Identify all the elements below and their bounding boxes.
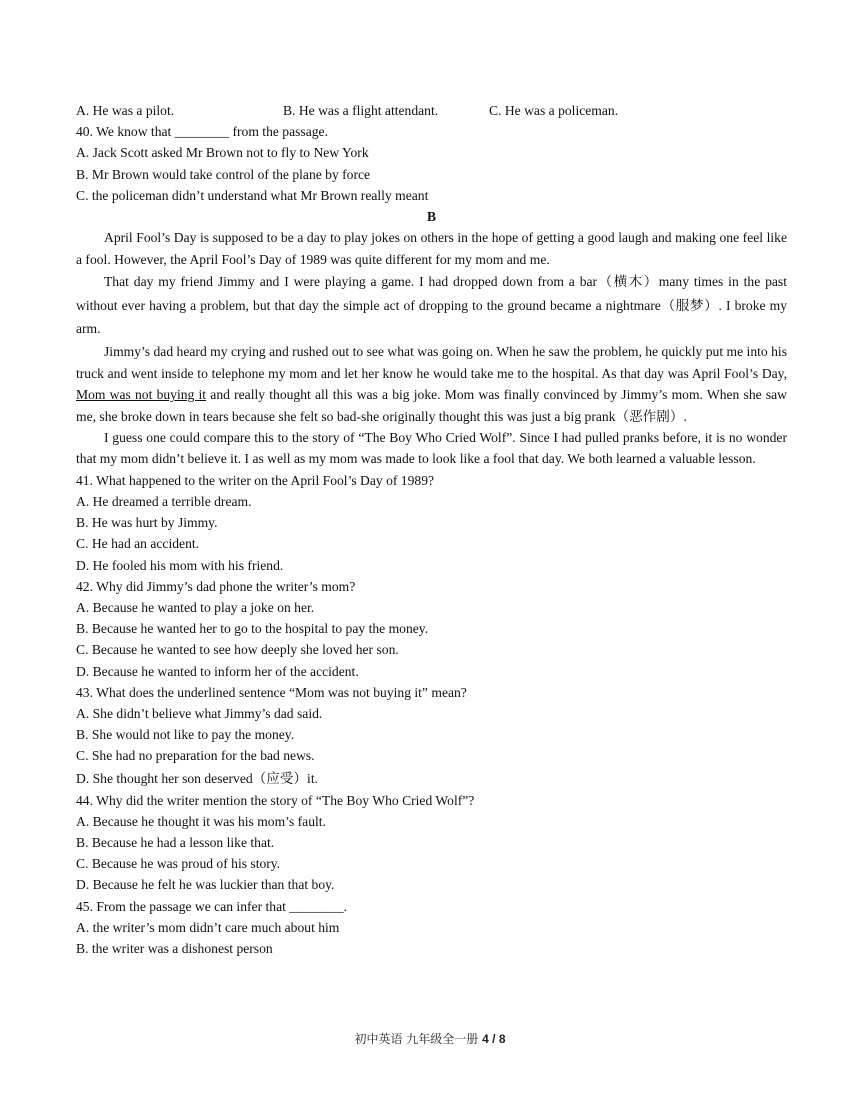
q41-option-b: B. He was hurt by Jimmy. bbox=[76, 515, 218, 531]
q45-option-a: A. the writer’s mom didn’t care much about him bbox=[76, 919, 340, 935]
q41-stem: 41. What happened to the writer on the April Fool’s Day of 1989? bbox=[76, 472, 435, 488]
q42-option-a: A. Because he wanted to play a joke on her. bbox=[76, 599, 315, 615]
q43-option-b: B. She would not like to pay the money. bbox=[76, 727, 295, 743]
q43-option-a: A. She didn’t believe what Jimmy’s dad said. bbox=[76, 705, 323, 721]
q42-option-d: D. Because he wanted to inform her of the accident. bbox=[76, 663, 359, 679]
q44-option-b: B. Because he had a lesson like that. bbox=[76, 834, 275, 850]
passage-paragraph-4: I guess one could compare this to the story of “The Boy Who Cried Wolf”. Since I had pulled pranks before, it is no wonder that my mom didn’t believe it. I as well as my mom was made to look like a fool that day. We both learned a valuable lesson. bbox=[76, 430, 787, 467]
q40-option-a: A. Jack Scott asked Mr Brown not to fly to New York bbox=[76, 145, 369, 161]
q44-option-a: A. Because he thought it was his mom’s fault. bbox=[76, 813, 326, 829]
q40-stem: 40. We know that ________ from the passage. bbox=[76, 124, 328, 140]
q44-option-c: C. Because he was proud of his story. bbox=[76, 856, 281, 872]
q44-option-d: D. Because he felt he was luckier than that boy. bbox=[76, 877, 335, 893]
page-number: 4 / 8 bbox=[482, 1032, 506, 1046]
section-title: B bbox=[426, 209, 437, 225]
q39-option-a: A. He was a pilot. bbox=[76, 103, 175, 118]
q45-stem: 45. From the passage we can infer that ________. bbox=[76, 898, 348, 914]
q39-option-b: B. He was a flight attendant. bbox=[283, 103, 439, 118]
passage-paragraph-1: April Fool’s Day is supposed to be a day to play jokes on others in the hope of getting a good laugh and making one feel like a fool. However, the April Fool’s Day of 1989 was quite different for my mom and me. bbox=[76, 230, 787, 267]
q44-stem: 44. Why did the writer mention the story of “The Boy Who Cried Wolf”? bbox=[76, 792, 475, 808]
q43-stem: 43. What does the underlined sentence “Mom was not buying it” mean? bbox=[76, 684, 467, 700]
passage-paragraph-3 bbox=[76, 341, 787, 427]
q43-option-d: D. She thought her son deserved（应受）it. bbox=[76, 770, 319, 786]
q45-option-b: B. the writer was a dishonest person bbox=[76, 940, 273, 956]
q42-stem: 42. Why did Jimmy’s dad phone the writer’s mom? bbox=[76, 578, 356, 594]
q42-option-c: C. Because he wanted to see how deeply she loved her son. bbox=[76, 642, 399, 658]
q40-option-b: B. Mr Brown would take control of the plane by force bbox=[76, 166, 371, 182]
worksheet-page bbox=[76, 100, 787, 959]
page-footer bbox=[0, 1030, 860, 1047]
q41-option-d: D. He fooled his mom with his friend. bbox=[76, 557, 284, 573]
q40-option-c: C. the policeman didn’t understand what Mr Brown really meant bbox=[76, 187, 429, 203]
footer-text: 初中英语 九年级全一册 bbox=[354, 1032, 479, 1046]
q42-option-b: B. Because he wanted her to go to the hospital to pay the money. bbox=[76, 621, 429, 637]
q39-options bbox=[76, 100, 787, 121]
q43-option-c: C. She had no preparation for the bad news. bbox=[76, 748, 315, 764]
q41-option-c: C. He had an accident. bbox=[76, 536, 200, 552]
q39-option-c: C. He was a policeman. bbox=[489, 103, 619, 118]
underlined-sentence: Mom was not buying it bbox=[76, 387, 207, 403]
q41-option-a: A. He dreamed a terrible dream. bbox=[76, 493, 252, 509]
p3-text-before: Jimmy’s dad heard my crying and rushed out to see what was going on. When he saw the problem, he quickly put me into his truck and went inside to telephone my mom and let her know he would take me to the hospital. As that day was April Fool’s Day, bbox=[76, 343, 787, 381]
passage-paragraph-2: That day my friend Jimmy and I were playing a game. I had dropped down from a bar（横木）many times in the past without ever having a problem, but that day the simple act of dropping to the ground became a nightmare（服梦）. I broke my arm. bbox=[76, 274, 787, 337]
p3-text-after: and really thought all this was a big joke. Mom was finally convinced by Jimmy’s mom. When she saw me, she broke down in tears because she felt so bad-she originally thought this was just a big prank（恶作剧）. bbox=[76, 387, 787, 424]
